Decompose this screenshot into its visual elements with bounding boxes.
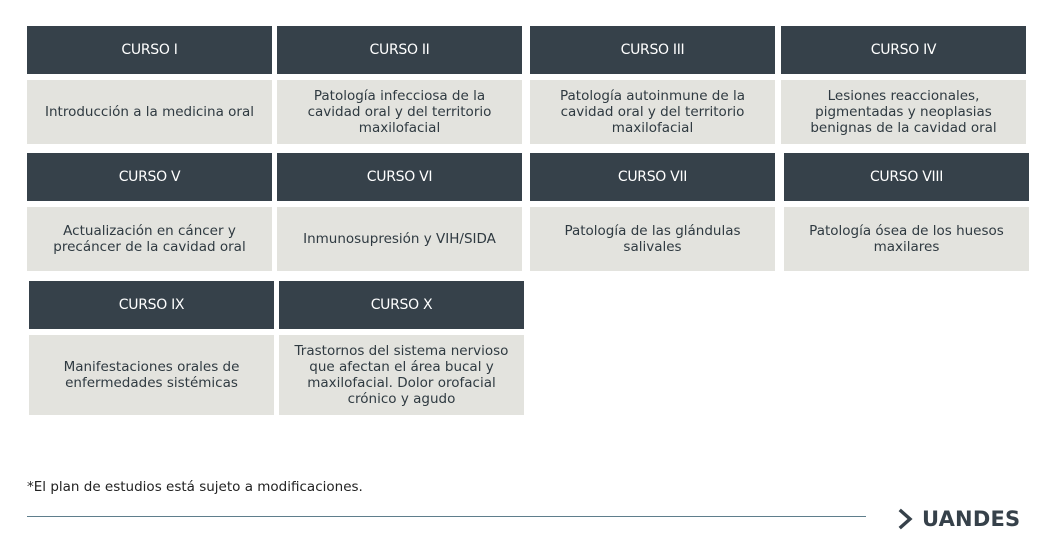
course-description: Inmunosupresión y VIH/SIDA [277,207,522,271]
course-title: CURSO VI [277,153,522,201]
logo-text: UANDES [922,507,1021,531]
course-card [27,153,272,271]
course-description: Patología de las glándulas salivales [530,207,775,271]
course-title: CURSO IX [29,281,274,329]
course-card [277,26,522,144]
course-card [279,281,524,415]
course-card [277,153,522,271]
course-description: Lesiones reaccionales, pigmentadas y neoplasias benignas de la cavidad oral [781,80,1026,144]
course-description: Manifestaciones orales de enfermedades sistémicas [29,335,274,415]
course-card [27,26,272,144]
course-description: Trastornos del sistema nervioso que afectan el área bucal y maxilofacial. Dolor orofacial crónico y agudo [279,335,524,415]
course-title: CURSO V [27,153,272,201]
course-title: CURSO VII [530,153,775,201]
course-card [530,26,775,144]
uandes-logo [898,504,1020,534]
course-description: Patología infecciosa de la cavidad oral y del territorio maxilofacial [277,80,522,144]
course-description: Introducción a la medicina oral [27,80,272,144]
divider [27,516,866,517]
course-card [530,153,775,271]
chevron-right-icon [898,508,914,530]
course-title: CURSO IV [781,26,1026,74]
course-title: CURSO II [277,26,522,74]
course-title: CURSO III [530,26,775,74]
course-card [784,153,1029,271]
course-card [29,281,274,415]
course-description: Patología ósea de los huesos maxilares [784,207,1029,271]
course-title: CURSO X [279,281,524,329]
course-title: CURSO VIII [784,153,1029,201]
course-description: Patología autoinmune de la cavidad oral y del territorio maxilofacial [530,80,775,144]
course-card [781,26,1026,144]
course-title: CURSO I [27,26,272,74]
course-description: Actualización en cáncer y precáncer de la cavidad oral [27,207,272,271]
footnote: *El plan de estudios está sujeto a modificaciones. [27,479,363,495]
